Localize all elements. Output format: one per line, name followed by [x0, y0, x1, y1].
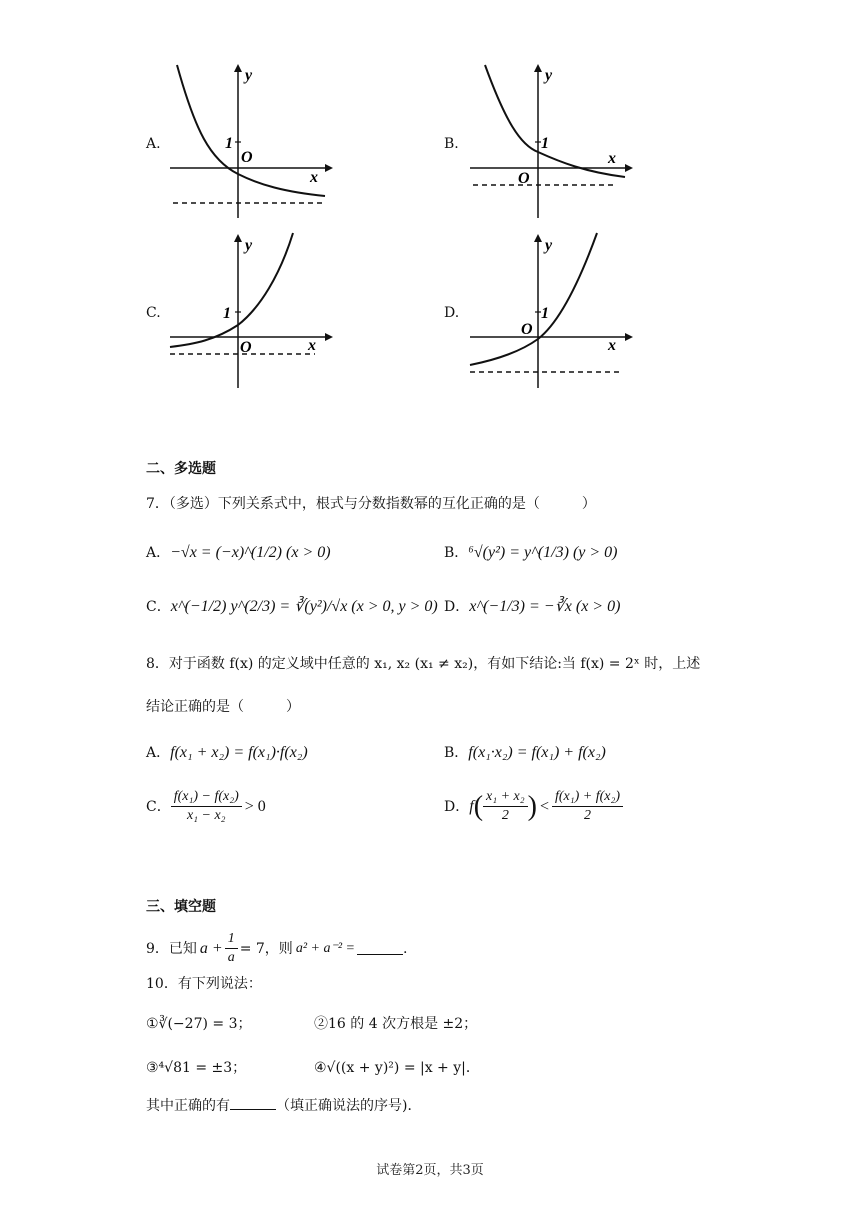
question-9 [146, 930, 407, 967]
option-c-label: C. [146, 305, 161, 321]
graph-a [165, 60, 335, 220]
statement-1: ①∛(−27) = 3； [146, 1016, 252, 1032]
q8-option-d: D． f ( $\frac{\text{x₁ + x₂}}{2}$ ) < $\frac{\text{f(x₁) + f(x₂)}}{2}$ [444, 788, 623, 825]
tick-one-label: 1 [225, 135, 233, 152]
option-label: A． [146, 745, 171, 761]
question-8-stem-line1: 8．对于函数 f(x) 的定义域中任意的 x₁, x₂ (x₁ ≠ x₂)，有如下结论:当 f(x) = 2ˣ 时，上述 [146, 656, 701, 672]
fraction-numerator: 1 [225, 930, 238, 949]
option-a-label: A. [146, 136, 161, 152]
fraction-denominator: x₁ − x₂ [186, 808, 226, 823]
q9-end: . [403, 940, 408, 957]
graph-d [465, 230, 635, 390]
x-axis-label: x [308, 337, 316, 354]
option-d-label: D. [444, 305, 460, 321]
answer-blank[interactable] [230, 1097, 276, 1110]
answer-blank[interactable] [357, 942, 403, 955]
q9-expr: a + [199, 939, 223, 957]
y-axis-label: y [545, 237, 553, 254]
fraction-denominator: 2 [501, 808, 509, 823]
tick-one-label: 1 [541, 135, 549, 152]
option-label: A． [146, 545, 171, 561]
section-title-fill-in: 三、填空题 [146, 899, 216, 915]
fraction-denominator: 2 [584, 808, 591, 823]
option-label: C． [146, 599, 171, 615]
option-expression: f(x₁·x₂) = f(x₁) + f(x₂) [468, 744, 606, 761]
x-axis-label: x [608, 150, 616, 167]
option-expression: x^(−1/2) y^(2/3) = ∛(y²)/√x (x > 0, y > 0) [170, 598, 438, 615]
option-expression: −√x = (−x)^(1/2) (x > 0) [170, 544, 331, 561]
section-title-multiple-choice: 二、多选题 [146, 461, 216, 477]
q7-option-b [444, 543, 618, 563]
option-expression: x^(−1/3) = −∛x (x > 0) [469, 598, 621, 615]
x-axis-label: x [608, 337, 616, 354]
option-label: B． [444, 745, 469, 761]
fraction-numerator: x₁ + x₂ [483, 788, 528, 807]
option-expression: f(x₁ + x₂) = f(x₁)·f(x₂) [170, 744, 308, 761]
y-axis-label: y [245, 237, 253, 254]
fraction-denominator: a [227, 950, 235, 965]
option-label: C． [146, 798, 171, 815]
page-footer: 试卷第2页，共3页 [376, 1163, 484, 1178]
inequality-tail: > 0 [244, 797, 266, 815]
fraction [171, 788, 242, 825]
graph-c [165, 230, 335, 390]
option-expression: ⁶√(y²) = y^(1/3) (y > 0) [468, 544, 618, 561]
q7-option-d [444, 597, 620, 617]
q9-prefix: 9．已知 [146, 940, 197, 957]
fraction [483, 788, 528, 825]
statement-2: ②16 的 4 次方根是 ±2； [314, 1016, 478, 1032]
question-8-stem-line2: 结论正确的是（ ） [146, 699, 300, 715]
origin-label: O [521, 321, 533, 338]
origin-label: O [518, 170, 530, 187]
tick-one-label: 1 [541, 305, 549, 322]
question-7-stem: 7．（多选）下列关系式中，根式与分数指数幂的互化正确的是（ ） [146, 496, 596, 512]
option-b-label: B. [444, 136, 459, 152]
fraction-numerator: f(x₁) + f(x₂) [552, 788, 623, 807]
q9-eq: = 7，则 [239, 940, 293, 957]
fraction [225, 930, 238, 967]
fraction [552, 788, 623, 825]
fraction-numerator: f(x₁) − f(x₂) [171, 788, 242, 807]
option-label: B． [444, 545, 469, 561]
q8-option-b [444, 743, 606, 763]
q9-target: a² + a⁻² = [295, 940, 355, 956]
x-axis-label: x [310, 169, 318, 186]
statement-4: ④√((x + y)²) = |x + y|． [314, 1060, 480, 1076]
tail-prefix: 其中正确的有 [146, 1098, 230, 1114]
option-label: D． [444, 599, 470, 615]
q8-option-a [146, 743, 308, 763]
q7-option-c [146, 597, 438, 617]
question-10-tail [146, 1096, 421, 1116]
y-axis-label: y [245, 67, 253, 84]
tail-suffix: （填正确说法的序号)． [276, 1098, 422, 1114]
origin-label: O [240, 339, 252, 356]
tick-one-label: 1 [223, 305, 231, 322]
origin-label: O [241, 149, 253, 166]
question-10-stem: 10．有下列说法： [146, 976, 262, 992]
statement-3: ③⁴√81 = ±3； [146, 1060, 247, 1076]
q8-option-c [146, 788, 266, 825]
q7-option-a [146, 543, 331, 563]
option-label: D． [444, 798, 470, 815]
graph-b [465, 60, 635, 220]
y-axis-label: y [545, 67, 553, 84]
